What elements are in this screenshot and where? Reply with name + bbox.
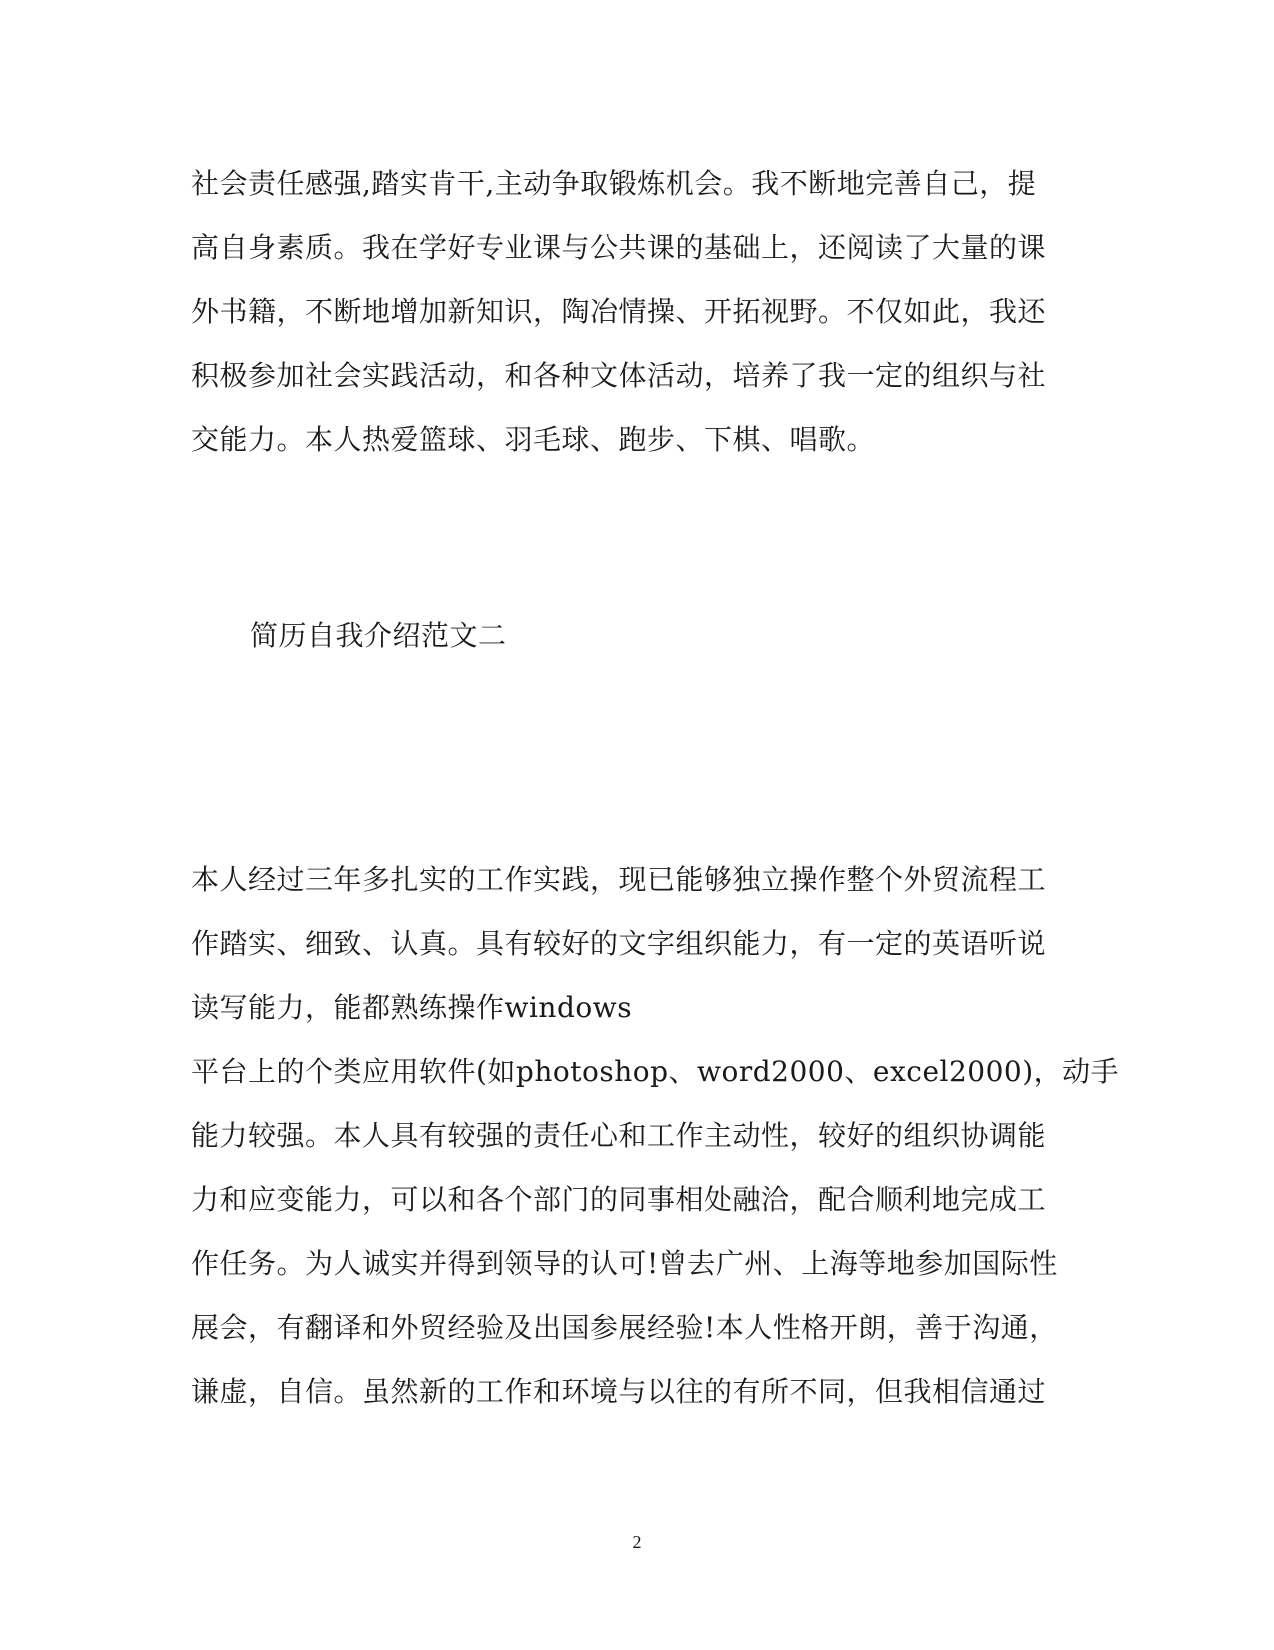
paragraph2-line-1: 本人经过三年多扎实的工作实践，现已能够独立操作整个外贸流程工 xyxy=(191,863,1047,896)
paragraph2-line-3: 读写能力，能都熟练操作windows xyxy=(191,991,633,1024)
paragraph2-line-5: 能力较强。本人具有较强的责任心和工作主动性，较好的组织协调能 xyxy=(191,1119,1047,1152)
paragraph2-line-6: 力和应变能力，可以和各个部门的同事相处融洽，配合顺利地完成工 xyxy=(191,1183,1047,1216)
paragraph2-line-2: 作踏实、细致、认真。具有较好的文字组织能力，有一定的英语听说 xyxy=(191,927,1047,960)
paragraph2-line-7: 作任务。为人诚实并得到领导的认可!曾去广州、上海等地参加国际性 xyxy=(191,1247,1058,1280)
paragraph2-line-9: 谦虚，自信。虽然新的工作和环境与以往的有所不同，但我相信通过 xyxy=(191,1375,1047,1408)
paragraph1-line-4: 积极参加社会实践活动，和各种文体活动，培养了我一定的组织与社 xyxy=(191,359,1047,392)
paragraph2-line-4: 平台上的个类应用软件(如photoshop、word2000、excel2000)，动手 xyxy=(191,1055,1120,1088)
section-heading: 简历自我介绍范文二 xyxy=(250,619,507,652)
paragraph1-line-2: 高自身素质。我在学好专业课与公共课的基础上，还阅读了大量的课 xyxy=(191,231,1047,264)
paragraph1-line-1: 社会责任感强,踏实肯干,主动争取锻炼机会。我不断地完善自己，提 xyxy=(191,167,1037,200)
paragraph2-line-8: 展会，有翻译和外贸经验及出国参展经验!本人性格开朗，善于沟通， xyxy=(191,1311,1058,1344)
paragraph1-line-5: 交能力。本人热爱篮球、羽毛球、跑步、下棋、唱歌。 xyxy=(191,423,876,456)
paragraph1-line-3: 外书籍，不断地增加新知识，陶冶情操、开拓视野。不仅如此，我还 xyxy=(191,295,1047,328)
page-number: 2 xyxy=(632,1532,642,1552)
